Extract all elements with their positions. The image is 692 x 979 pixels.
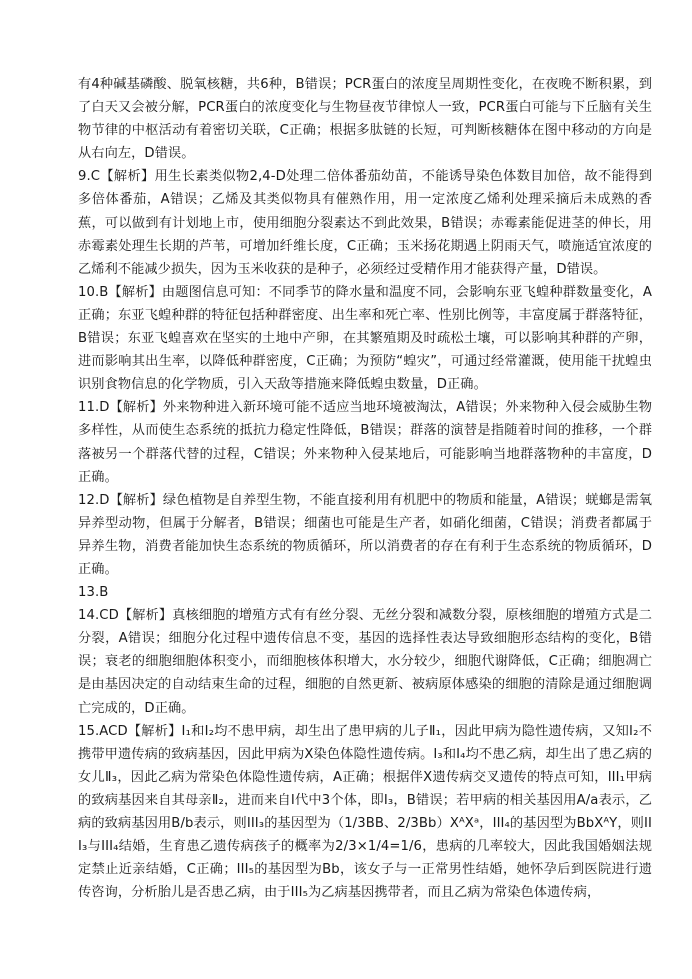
- answer-14: 14.CD【解析】真核细胞的增殖方式有有丝分裂、无丝分裂和减数分裂，原核细胞的增殖方式是二分裂，A错误；细胞分化过程中遗传信息不变，基因的选择性表达导致细胞形态结构的变化，B错误；衰老的细胞细胞体积变小，而细胞核体积增大，水分较少，细胞代谢降低，C正确；细胞凋亡是由基因决定的自动结束生命的过程，细胞的自然更新、被病原体感染的细胞的清除是通过细胞调亡完成的，D正确。: [78, 608, 652, 716]
- answer-10: 10.B【解析】由题图信息可知：不同季节的降水量和温度不同，会影响东亚飞蝗种群数量变化，A正确；东亚飞蝗种群的特征包括种群密度、出生率和死亡率、性别比例等，丰富度属于群落特征，B错误；东亚飞蝗喜欢在坚实的土地中产卵，在其繁殖期及时疏松土壤，可以影响其种群的产卵，进而影响其出生率，以降低种群密度，C正确；为预防“蝗灾”，可通过经常灌溉，使用能干扰蝗虫识别食物信息的化学物质，引入天敌等措施来降低蝗虫数量，D正确。: [78, 284, 652, 393]
- paragraph-continuation: 有4种碱基磷酸、脱氧核糖，共6种，B错误；PCR蛋白的浓度呈周期性变化，在夜晚不断积累，到了白天又会被分解，PCR蛋白的浓度变化与生物昼夜节律惊人一致，PCR蛋白可能与下丘脑有关生物节律的中枢活动有着密切关联，C正确；根据多肽链的长短，可判断核糖体在图中移动的方向是从右向左，D错误。: [78, 77, 652, 162]
- answer-12: 12.D【解析】绿色植物是自养型生物，不能直接利用有机肥中的物质和能量，A错误；蜣螂是需氧异养型动物，但属于分解者，B错误；细菌也可能是生产者，如硝化细菌，C错误；消费者都属于异养生物，消费者能加快生态系统的物质循环，所以消费者的存在有利于生态系统的物质循环，D正确。: [78, 492, 652, 577]
- answer-11: 11.D【解析】外来物种进入新环境可能不适应当地环境被淘汰，A错误；外来物种入侵会威胁生物多样性，从而使生态系统的抵抗力稳定性降低，B错误；群落的演替是指随着时间的推移，一个群落被另一个群落代替的过程，C错误；外来物种入侵某地后，可能影响当地群落物种的丰富度，D正确。: [78, 400, 652, 485]
- answer-13: 13.B: [78, 585, 109, 601]
- answer-9: 9.C【解析】用生长素类似物2,4-D处理二倍体番茄幼苗，不能诱导染色体数目加倍，故不能得到多倍体番茄，A错误；乙烯及其类似物具有催熟作用，用一定浓度乙烯利处理采摘后未成熟的香蕉，可以做到有计划地上市，使用细胞分裂素达不到此效果，B错误；赤霉素能促进茎的伸长，用赤霉素处理生长期的芦苇，可增加纤维长度，C正确；玉米扬花期遇上阴雨天气，喷施适宜浓度的乙烯利不能减少损失，因为玉米收获的是种子，必须经过受精作用才能获得产量，D错误。: [78, 169, 652, 277]
- answer-15: 15.ACD【解析】Ⅰ₁和Ⅰ₂均不患甲病，却生出了患甲病的儿子Ⅱ₁，因此甲病为隐性遗传病，又知Ⅰ₂不携带甲遗传病的致病基因，因此甲病为X染色体隐性遗传病。Ⅰ₃和Ⅰ₄均不患乙病，却生出了患乙病的女儿Ⅱ₃，因此乙病为常染色体隐性遗传病，A正确；根据伴X遗传病交叉遗传的特点可知，III₁甲病的致病基因来自其母亲Ⅱ₂，进而来自Ⅰ代中3个体，即Ⅰ₃，B错误；若甲病的相关基因用A/a表示，乙病的致病基因用B/b表示，则III₃的基因型为（1/3BB、2/3Bb）XᴬXᵃ，III₄的基因型为BbXᴬY，则III₃与III₄结婚，生育患乙遗传病孩子的概率为2/3×1/4=1/6，患病的几率较大，因此我国婚姻法规定禁止近亲结婚，C正确；III₅的基因型为Bb，该女子与一正常男性结婚，她怀孕后到医院进行遗传咨询，分析胎儿是否患乙病，由于III₅为乙病基因携带者，而且乙病为常染色体遗传病，: [78, 723, 652, 901]
